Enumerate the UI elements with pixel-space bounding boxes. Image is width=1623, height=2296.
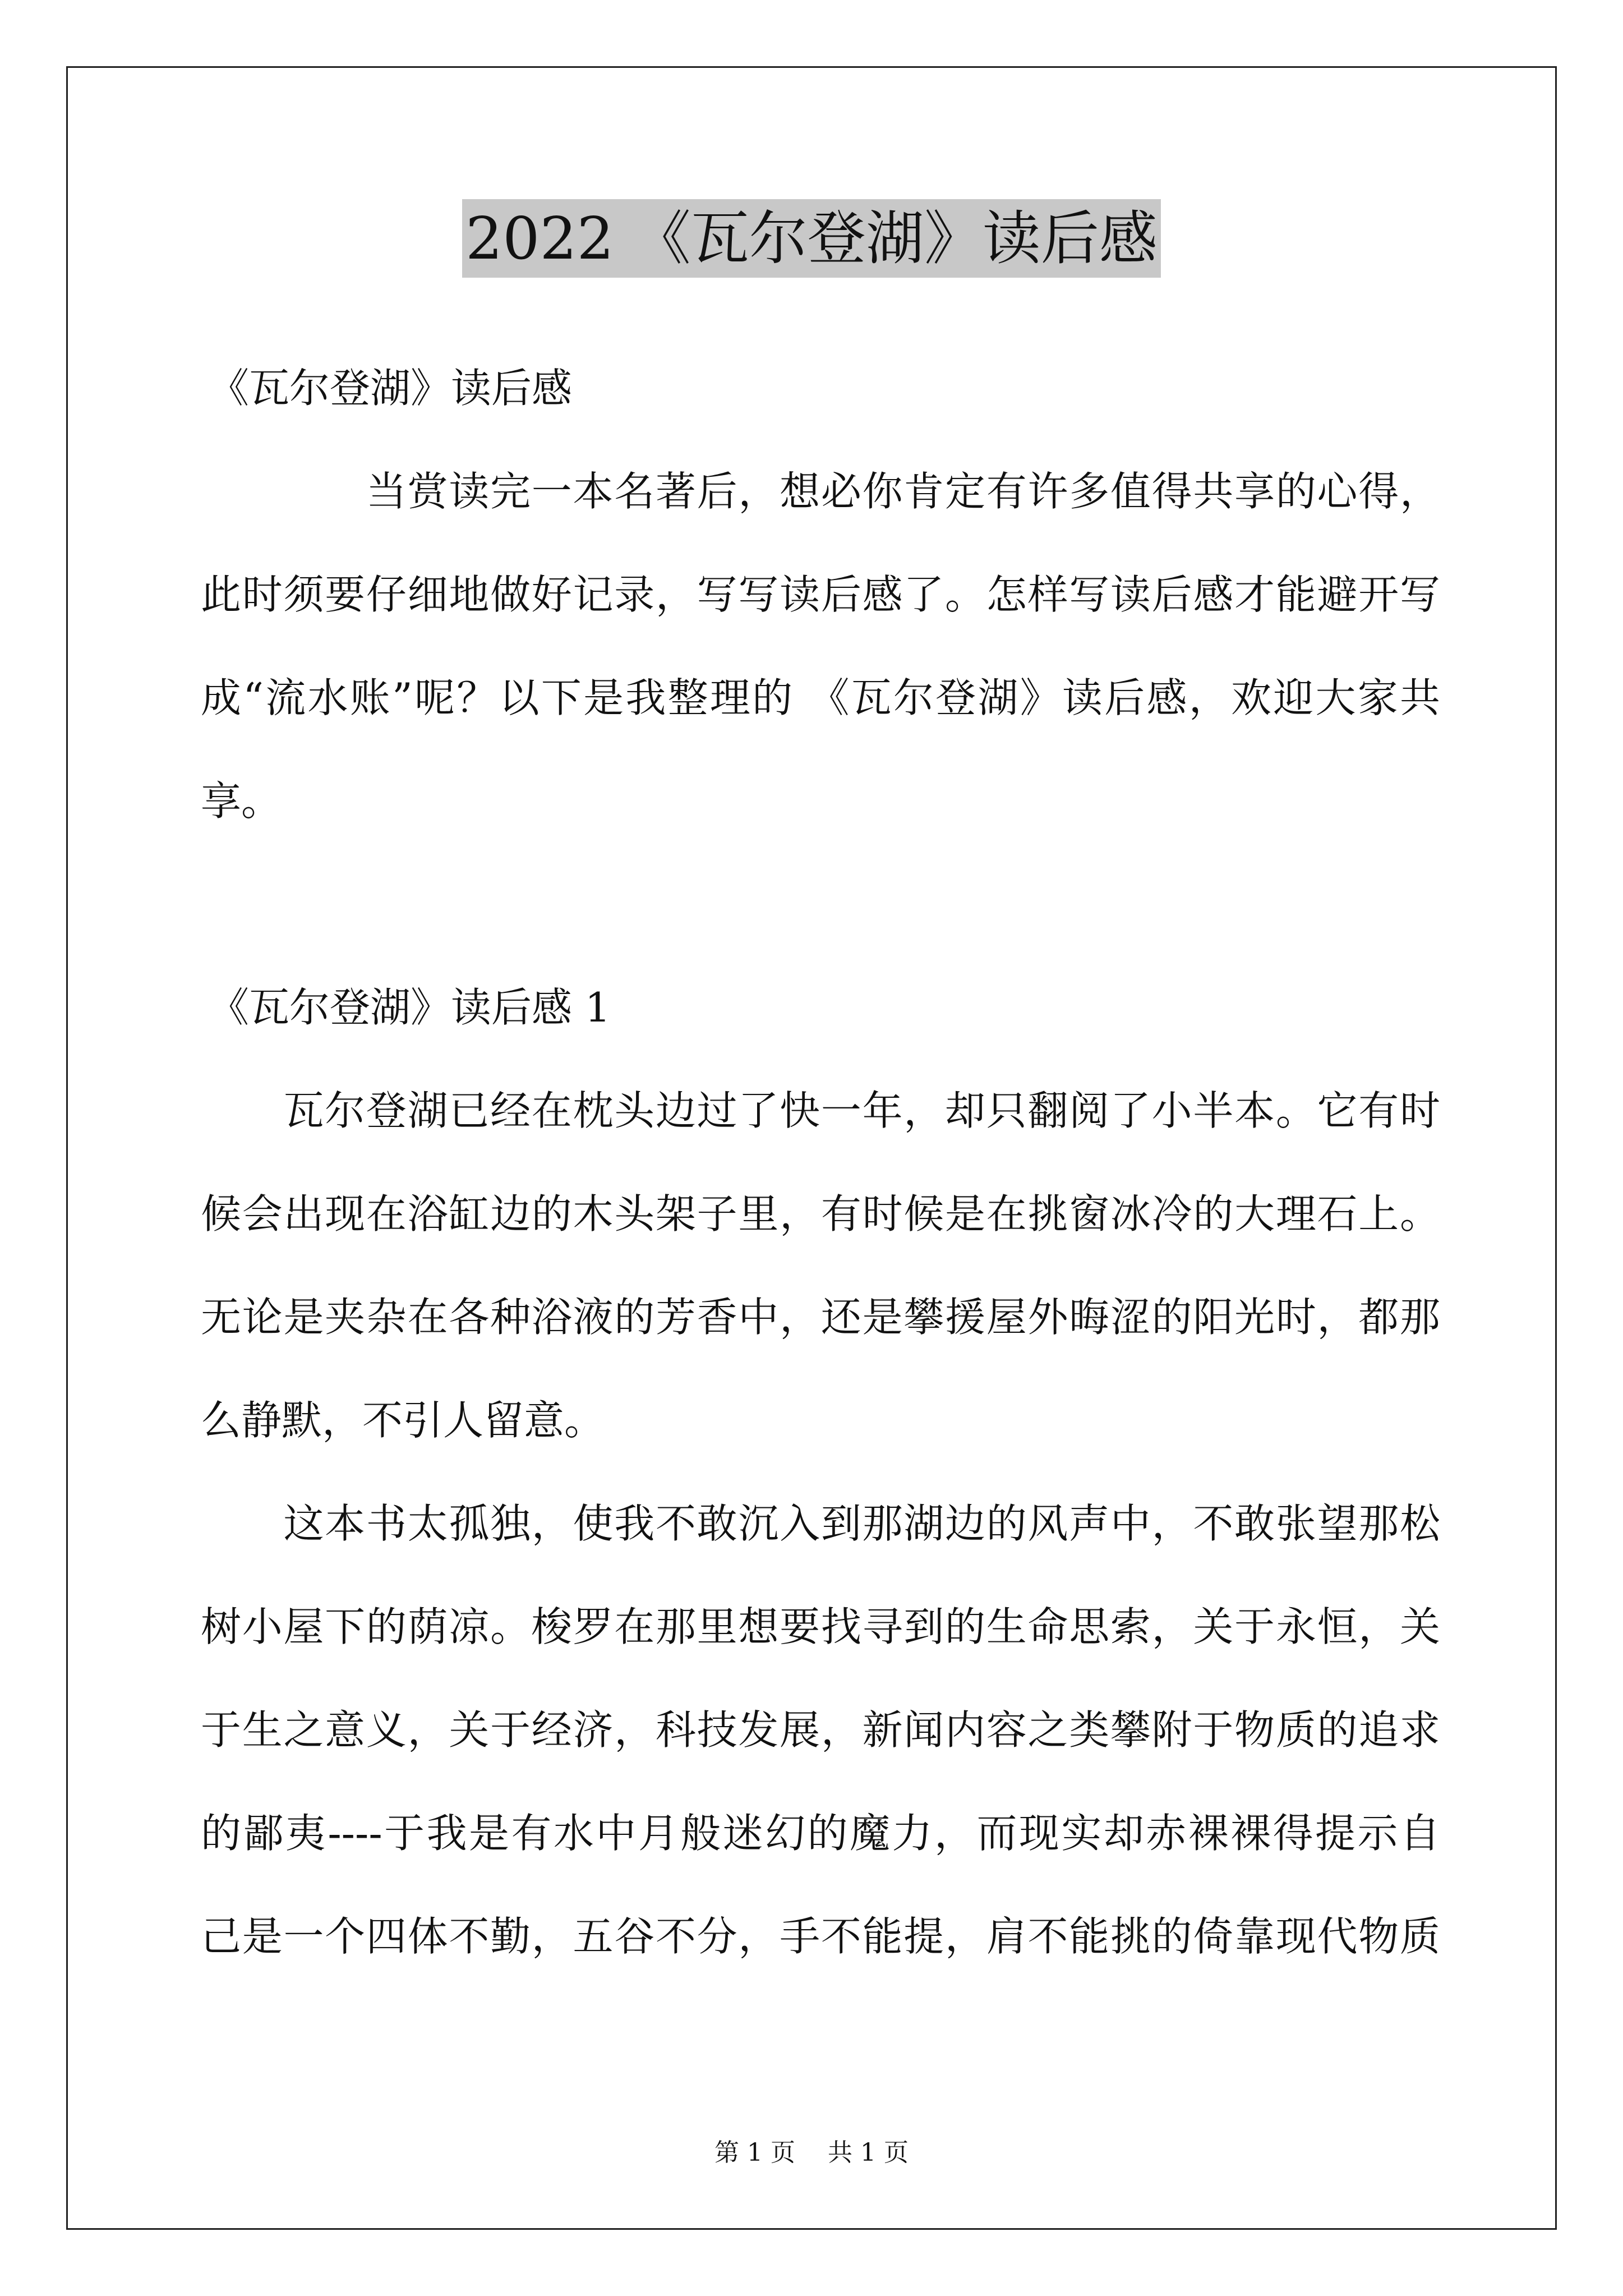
section-heading: 《瓦尔登湖》读后感 1: [209, 984, 611, 1031]
paragraph-line: 无论是夹杂在各种浴液的芳香中，还是攀援屋外晦涩的阳光时，都那: [201, 1294, 1440, 1341]
paragraph-1: [201, 1059, 1440, 1472]
paragraph-line: 么静默，不引人留意。: [201, 1397, 605, 1444]
intro-paragraph: [201, 440, 1440, 853]
paragraph-2: [201, 1472, 1440, 1988]
paragraph-gap: [201, 853, 1440, 956]
intro-line: 享。: [201, 777, 282, 825]
intro-line: 当赏读完一本名著后，想必你肯定有许多值得共享的心得，: [201, 468, 1440, 515]
paragraph-line: 候会出现在浴缸边的木头架子里，有时候是在挑窗冰冷的大理石上。: [201, 1190, 1440, 1237]
paragraph-line: 的鄙夷----于我是有水中月般迷幻的魔力，而现实却赤裸裸得提示自: [201, 1810, 1440, 1857]
paragraph-line: 瓦尔登湖已经在枕头边过了快一年，却只翻阅了小半本。它有时: [201, 1087, 1440, 1134]
paragraph-line: 己是一个四体不勤，五谷不分，手不能提，肩不能挑的倚靠现代物质: [201, 1913, 1440, 1960]
paragraph-line: 这本书太孤独，使我不敢沉入到那湖边的风声中，不敢张望那松: [201, 1500, 1440, 1547]
document-body: [201, 337, 1440, 1988]
subtitle: 《瓦尔登湖》读后感: [209, 365, 573, 412]
paragraph-line: 树小屋下的荫凉。梭罗在那里想要找寻到的生命思索，关于永恒，关: [201, 1603, 1440, 1650]
document-title: 2022 《瓦尔登湖》读后感: [462, 199, 1161, 278]
intro-line: 成“流水账”呢？以下是我整理的 《瓦尔登湖》读后感，欢迎大家共: [201, 674, 1440, 721]
paragraph-line: 于生之意义，关于经济，科技发展，新闻内容之类攀附于物质的追求: [201, 1706, 1440, 1754]
page-footer: [0, 2136, 1623, 2170]
page-number: 第 1 页 共 1 页: [714, 2138, 909, 2167]
title-area: [0, 199, 1623, 278]
intro-line: 此时须要仔细地做好记录，写写读后感了。怎样写读后感才能避开写: [201, 571, 1440, 618]
